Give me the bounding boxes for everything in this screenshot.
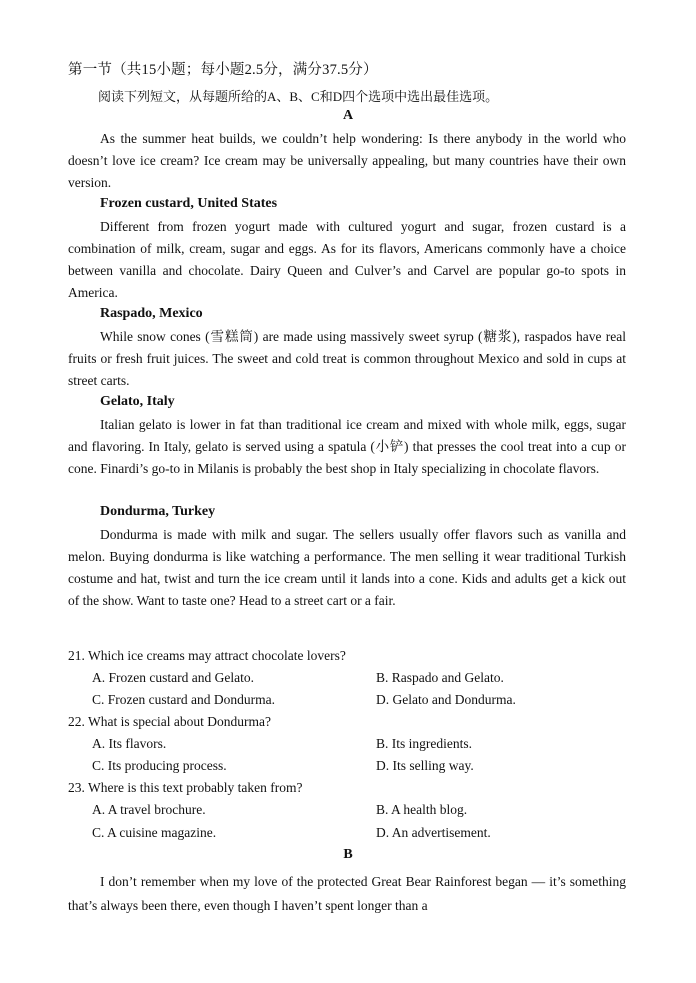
para-frozen-custard: Different from frozen yogurt made with cultured yogurt and sugar, frozen custard is a combination of milk, cream, sugar and eggs. As for its flavors, Americans commonly have a choice between vanilla and chocolate. Dairy Queen and Culver’s and Carvel are popular go-to spots in America. [68, 219, 626, 300]
q21-option-b: B. Raspado and Gelato. [376, 670, 504, 685]
passage-a-intro: As the summer heat builds, we couldn’t help wondering: Is there anybody in the world who doesn’t love ice cream? Ice cream may be universally appealing, but many countries have their own version. [68, 131, 626, 190]
section-title: 第一节（共15小题；每小题2.5分，满分37.5分） [68, 62, 378, 78]
q21-option-a: A. Frozen custard and Gelato. [92, 670, 254, 685]
para-dondurma: Dondurma is made with milk and sugar. The sellers usually offer flavors such as vanilla and melon. Buying dondurma is like watching a performance. The men selling it wear traditional Turkish costume and hat, twist and turn the ice cream until it lands into a cone. Kids and adults get a kick out of the show. Want to taste one? Head to a street cart or a fair. [68, 527, 626, 608]
q22-option-a: A. Its flavors. [92, 736, 167, 751]
q21-option-c: C. Frozen custard and Dondurma. [92, 692, 275, 707]
question-22: 22. What is special about Dondurma? [68, 714, 271, 729]
q22-option-c: C. Its producing process. [92, 758, 227, 773]
q23-option-a: A. A travel brochure. [92, 802, 206, 817]
q22-option-b: B. Its ingredients. [376, 736, 472, 751]
para-raspado: While snow cones (雪糕筒) are made using massively sweet syrup (糖浆), raspados have real fruits or fresh fruit juices. The sweet and cold treat is common throughout Mexico and sold in cups at street carts. [68, 329, 626, 388]
q23-option-d: D. An advertisement. [376, 825, 491, 840]
para-gelato: Italian gelato is lower in fat than traditional ice cream and mixed with whole milk, eggs, sugar and flavoring. In Italy, gelato is served using a spatula (小铲) that presses the cool treat into a cup or cone. Finardi’s go-to in Milanis is probably the best shop in Italy specializing in chocolate flavors. [68, 417, 626, 476]
subhead-frozen-custard: Frozen custard, United States [100, 196, 278, 211]
subhead-dondurma: Dondurma, Turkey [100, 504, 216, 519]
subhead-raspado: Raspado, Mexico [100, 306, 203, 321]
instruction: 阅读下列短文，从每题所给的A、B、C和D四个选项中选出最佳选项。 [98, 89, 499, 104]
subhead-gelato: Gelato, Italy [100, 394, 175, 409]
q23-option-c: C. A cuisine magazine. [92, 825, 217, 840]
q21-option-d: D. Gelato and Dondurma. [376, 692, 516, 707]
question-21: 21. Which ice creams may attract chocolate lovers? [68, 648, 346, 663]
q23-option-b: B. A health blog. [376, 802, 468, 817]
passage-a-label: A [342, 108, 354, 123]
passage-b-label: B [343, 847, 353, 862]
q22-option-d: D. Its selling way. [376, 758, 474, 773]
passage-b-intro: I don’t remember when my love of the protected Great Bear Rainforest began — it’s something that’s always been there, even though I haven’t spent longer than a [68, 874, 626, 913]
question-23: 23. Where is this text probably taken from? [68, 780, 303, 795]
